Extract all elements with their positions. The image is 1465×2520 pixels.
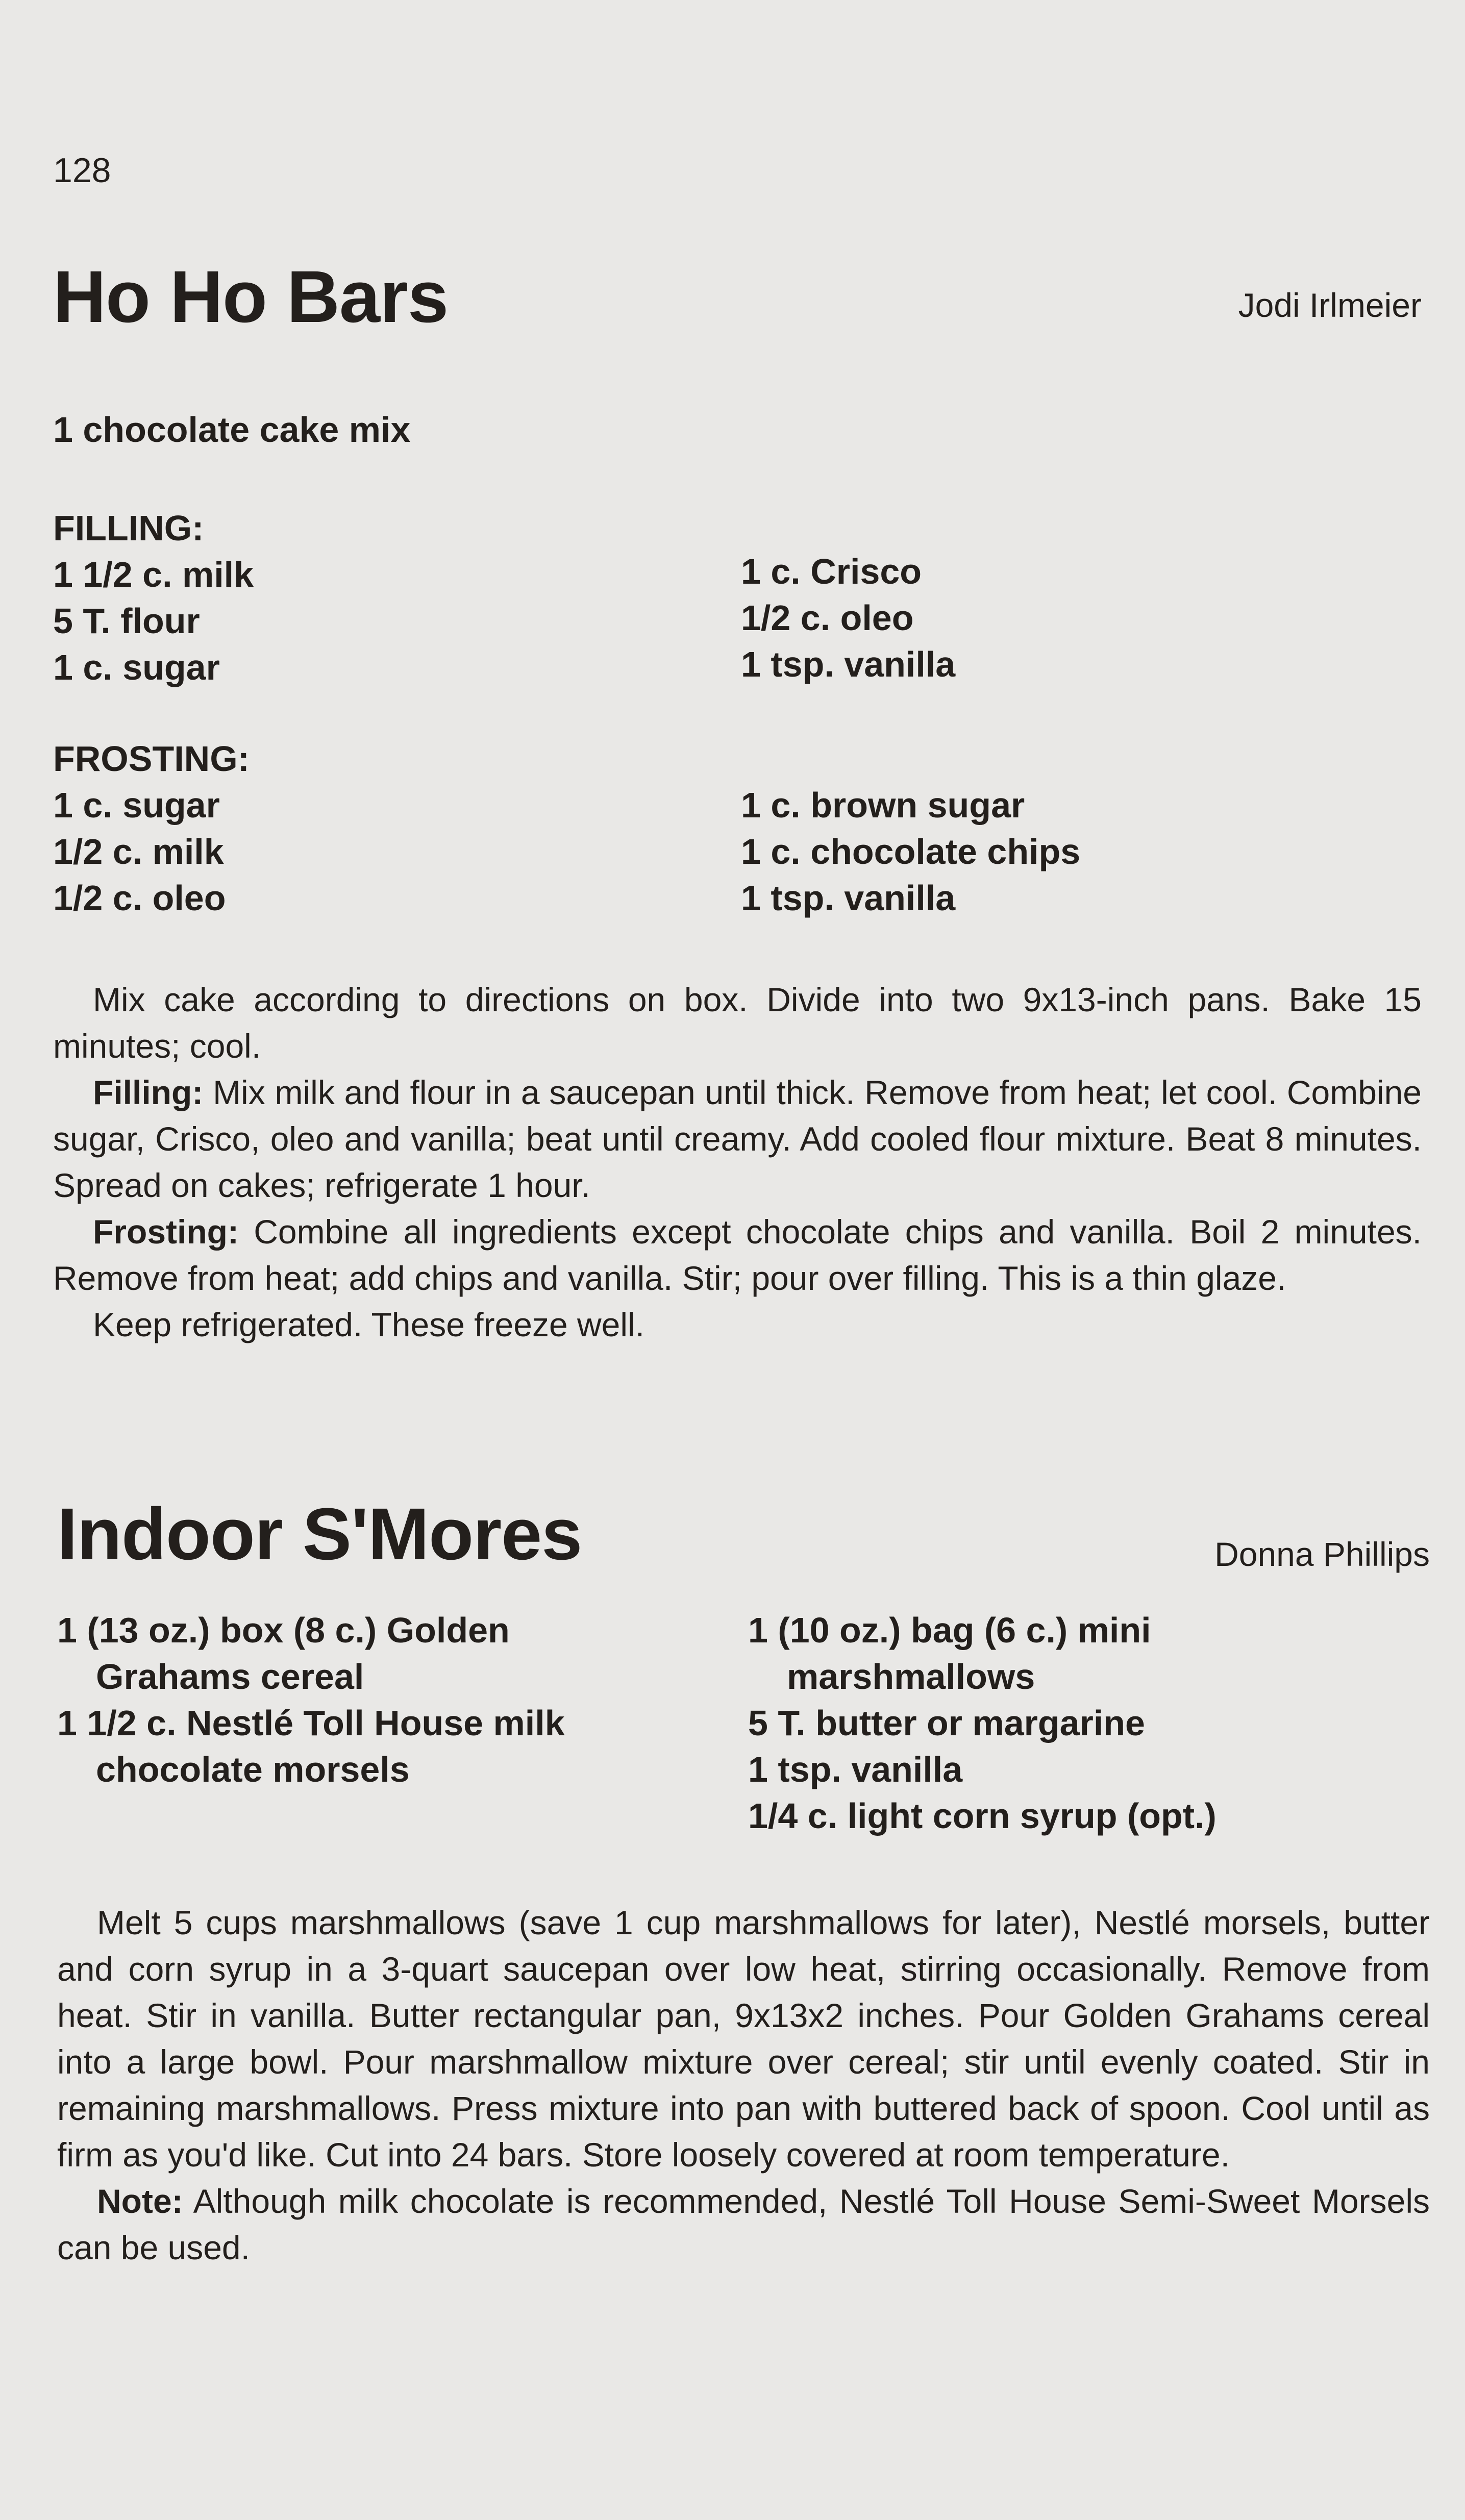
- ingredient: 1 c. chocolate chips: [741, 832, 1081, 871]
- direction-paragraph: [53, 1302, 1422, 1348]
- ingredient: 1 c. sugar: [53, 647, 220, 687]
- recipe-author: Donna Phillips: [1214, 1535, 1430, 1573]
- page-number: 128: [53, 151, 111, 190]
- filling-block: [53, 505, 1422, 691]
- ingredient: 1/2 c. oleo: [741, 598, 914, 638]
- frosting-heading: FROSTING:: [53, 739, 250, 779]
- ingredient: 1 (13 oz.) box (8 c.) Golden Grahams cereal: [57, 1610, 510, 1696]
- smores-left-column: [57, 1607, 748, 1839]
- frosting-block: [53, 736, 1422, 921]
- recipe-directions: [53, 977, 1422, 1348]
- direction-text: Mix milk and flour in a saucepan until thick. Remove from heat; let cool. Combine sugar, Crisco, oleo and vanilla; beat until creamy. Add cooled flour mixture. Beat 8 minutes. Spread on cakes; refrigerate 1 hour.: [53, 1074, 1422, 1204]
- ingredient: 1/2 c. milk: [53, 832, 224, 871]
- recipe-title: Indoor S'Mores: [57, 1493, 582, 1575]
- ingredient: 1 (10 oz.) bag (6 c.) mini marshmallows: [748, 1610, 1151, 1696]
- direction-paragraph: [57, 1900, 1430, 2178]
- filling-ingredients: [53, 552, 1422, 691]
- direction-text: Keep refrigerated. These freeze well.: [93, 1306, 645, 1343]
- direction-text: Combine all ingredients except chocolate chips and vanilla. Boil 2 minutes. Remove from heat; add chips and vanilla. Stir; pour over filling. This is a thin glaze.: [53, 1213, 1422, 1297]
- frosting-label: Frosting:: [93, 1213, 239, 1251]
- direction-text: Mix cake according to directions on box. Divide into two 9x13-inch pans. Bake 15 minutes; cool.: [53, 981, 1422, 1065]
- ingredient: 1 c. Crisco: [741, 552, 922, 591]
- filling-label: Filling:: [93, 1074, 204, 1111]
- direction-text: Although milk chocolate is recommended, Nestlé Toll House Semi-Sweet Morsels can be used.: [57, 2182, 1430, 2266]
- filling-right-column: [741, 548, 1422, 691]
- direction-paragraph: [57, 2178, 1430, 2271]
- ingredient: 1 c. brown sugar: [741, 785, 1025, 825]
- ingredient: 1/4 c. light corn syrup (opt.): [748, 1796, 1216, 1836]
- smores-ingredients: [57, 1607, 1430, 1839]
- ingredient: 1 tsp. vanilla: [748, 1750, 963, 1789]
- recipe-title: Ho Ho Bars: [53, 256, 449, 338]
- ingredient: 1 tsp. vanilla: [741, 878, 956, 918]
- frosting-right-column: [741, 782, 1422, 921]
- ingredient: 1 1/2 c. Nestlé Toll House milk chocolate morsels: [57, 1703, 565, 1789]
- recipe-header: [53, 256, 1422, 350]
- direction-paragraph: [53, 1209, 1422, 1302]
- frosting-ingredients: [53, 782, 1422, 921]
- base-ingredient: 1 chocolate cake mix: [53, 410, 411, 450]
- recipe-ho-ho-bars: [53, 256, 1422, 1348]
- frosting-left-column: [53, 782, 741, 921]
- recipe-header: [57, 1493, 1430, 1587]
- recipe-author: Jodi Irlmeier: [1238, 286, 1422, 324]
- direction-paragraph: [53, 1069, 1422, 1209]
- note-label: Note:: [97, 2182, 183, 2220]
- ingredient: 1 1/2 c. milk: [53, 555, 254, 594]
- ingredient: 1/2 c. oleo: [53, 878, 226, 918]
- direction-paragraph: [53, 977, 1422, 1069]
- ingredient: 1 c. sugar: [53, 785, 220, 825]
- filling-left-column: [53, 552, 741, 691]
- direction-text: Melt 5 cups marshmallows (save 1 cup marshmallows for later), Nestlé morsels, butter and corn syrup in a 3-quart saucepan over low heat, stirring occasionally. Remove from heat. Stir in vanilla. Butter rectangular pan, 9x13x2 inches. Pour Golden Grahams cereal into a large bowl. Pour marshmallow mixture over cereal; stir until evenly coated. Stir in remaining marshmallows. Press mixture into pan with buttered back of spoon. Cool until as firm as you'd like. Cut into 24 bars. Store loosely covered at room temperature.: [57, 1904, 1430, 2174]
- ingredient: 1 tsp. vanilla: [741, 644, 956, 684]
- ingredient: 5 T. butter or margarine: [748, 1703, 1145, 1743]
- ingredient: 5 T. flour: [53, 601, 200, 641]
- filling-heading: FILLING:: [53, 508, 204, 548]
- smores-right-column: [748, 1607, 1430, 1839]
- recipe-indoor-smores: [57, 1493, 1430, 2271]
- recipe-directions: [57, 1900, 1430, 2271]
